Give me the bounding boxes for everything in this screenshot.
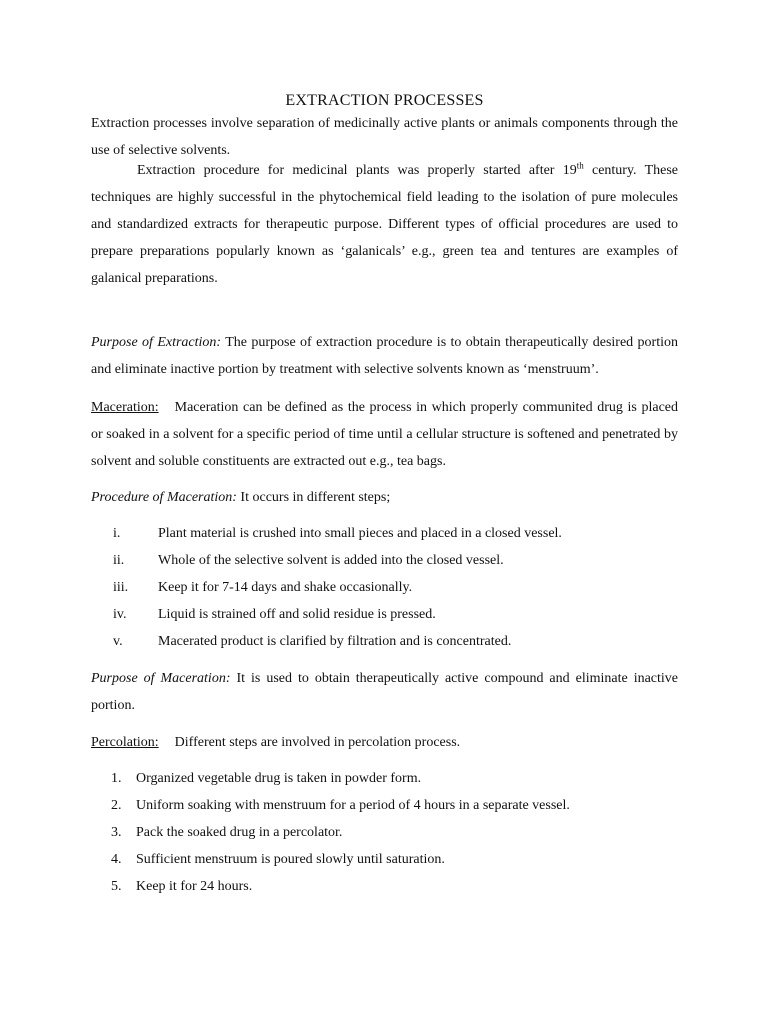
list-item-number: i. (113, 526, 121, 541)
list-item-text: Keep it for 7-14 days and shake occasionally. (158, 580, 413, 595)
list-item-number: v. (113, 634, 123, 649)
purpose-maceration-paragraph (91, 665, 678, 719)
purpose-extraction-label: Purpose of Extraction: (91, 335, 222, 350)
purpose-maceration-label: Purpose of Maceration: (91, 671, 231, 686)
list-item-text: Macerated product is clarified by filtration and is concentrated. (158, 634, 512, 649)
list-item-text: Liquid is strained off and solid residue is pressed. (158, 607, 436, 622)
history-superscript: th (576, 160, 584, 171)
list-item-text: Uniform soaking with menstruum for a period of 4 hours in a separate vessel. (136, 798, 570, 813)
list-item (91, 578, 678, 598)
purpose-extraction-paragraph (91, 329, 678, 383)
list-item-number: 1. (111, 771, 122, 786)
list-item (91, 823, 678, 843)
list-item (91, 769, 678, 789)
list-item-text: Sufficient menstruum is poured slowly until saturation. (136, 852, 445, 867)
list-item-number: ii. (113, 553, 125, 568)
list-item-text: Pack the soaked drug in a percolator. (136, 825, 343, 840)
purpose-maceration-text: It is used to obtain therapeutically active compound and eliminate inactive portion. (91, 671, 679, 713)
list-item-text: Whole of the selective solvent is added into the closed vessel. (158, 553, 504, 568)
procedure-maceration-text: It occurs in different steps; (236, 490, 391, 505)
percolation-text: Different steps are involved in percolation process. (174, 735, 461, 750)
list-item-number: 3. (111, 825, 122, 840)
list-item-number: 5. (111, 879, 122, 894)
percolation-paragraph (91, 729, 678, 756)
maceration-label: Maceration: (91, 400, 159, 415)
list-item (91, 877, 678, 897)
list-item-number: iii. (113, 580, 129, 595)
procedure-maceration-label: Procedure of Maceration: (91, 490, 237, 505)
list-item (91, 551, 678, 571)
list-item-text: Organized vegetable drug is taken in powder form. (136, 771, 422, 786)
list-item (91, 632, 678, 652)
intro-paragraph: Extraction processes involve separation of medicinally active plants or animals components through the use of selective solvents. (91, 116, 678, 158)
maceration-text: Maceration can be defined as the process in which properly communited drug is placed or soaked in a solvent for a specific period of time until a cellular structure is softened and penetrated by solvent and soluble constituents are extracted out e.g., tea bags. (91, 400, 678, 469)
list-item-text: Keep it for 24 hours. (136, 879, 253, 894)
maceration-paragraph (91, 394, 678, 475)
procedure-maceration-paragraph (91, 484, 678, 511)
percolation-label: Percolation: (91, 735, 159, 750)
list-item (91, 524, 678, 544)
list-item (91, 605, 678, 625)
purpose-extraction-text: The purpose of extraction procedure is to obtain therapeutically desired portion and eliminate inactive portion by treatment with selective solvents known as ‘menstruum’. (91, 335, 678, 377)
list-item-number: iv. (113, 607, 127, 622)
history-paragraph (91, 157, 678, 292)
history-text-start: Extraction procedure for medicinal plants was properly started after 19 (137, 163, 577, 178)
list-item-text: Plant material is crushed into small pieces and placed in a closed vessel. (158, 526, 562, 541)
list-item (91, 796, 678, 816)
list-item-number: 2. (111, 798, 122, 813)
list-item-number: 4. (111, 852, 122, 867)
history-text-end: century. These techniques are highly successful in the phytochemical field leading to the isolation of pure molecules and standardized extracts for therapeutic purpose. Different types of official procedures are used to prepare preparations popularly known as ‘galanicals’ e.g., green tea and tentures are examples of galanical preparations. (91, 163, 678, 286)
page-title: EXTRACTION PROCESSES (285, 92, 484, 109)
list-item (91, 850, 678, 870)
